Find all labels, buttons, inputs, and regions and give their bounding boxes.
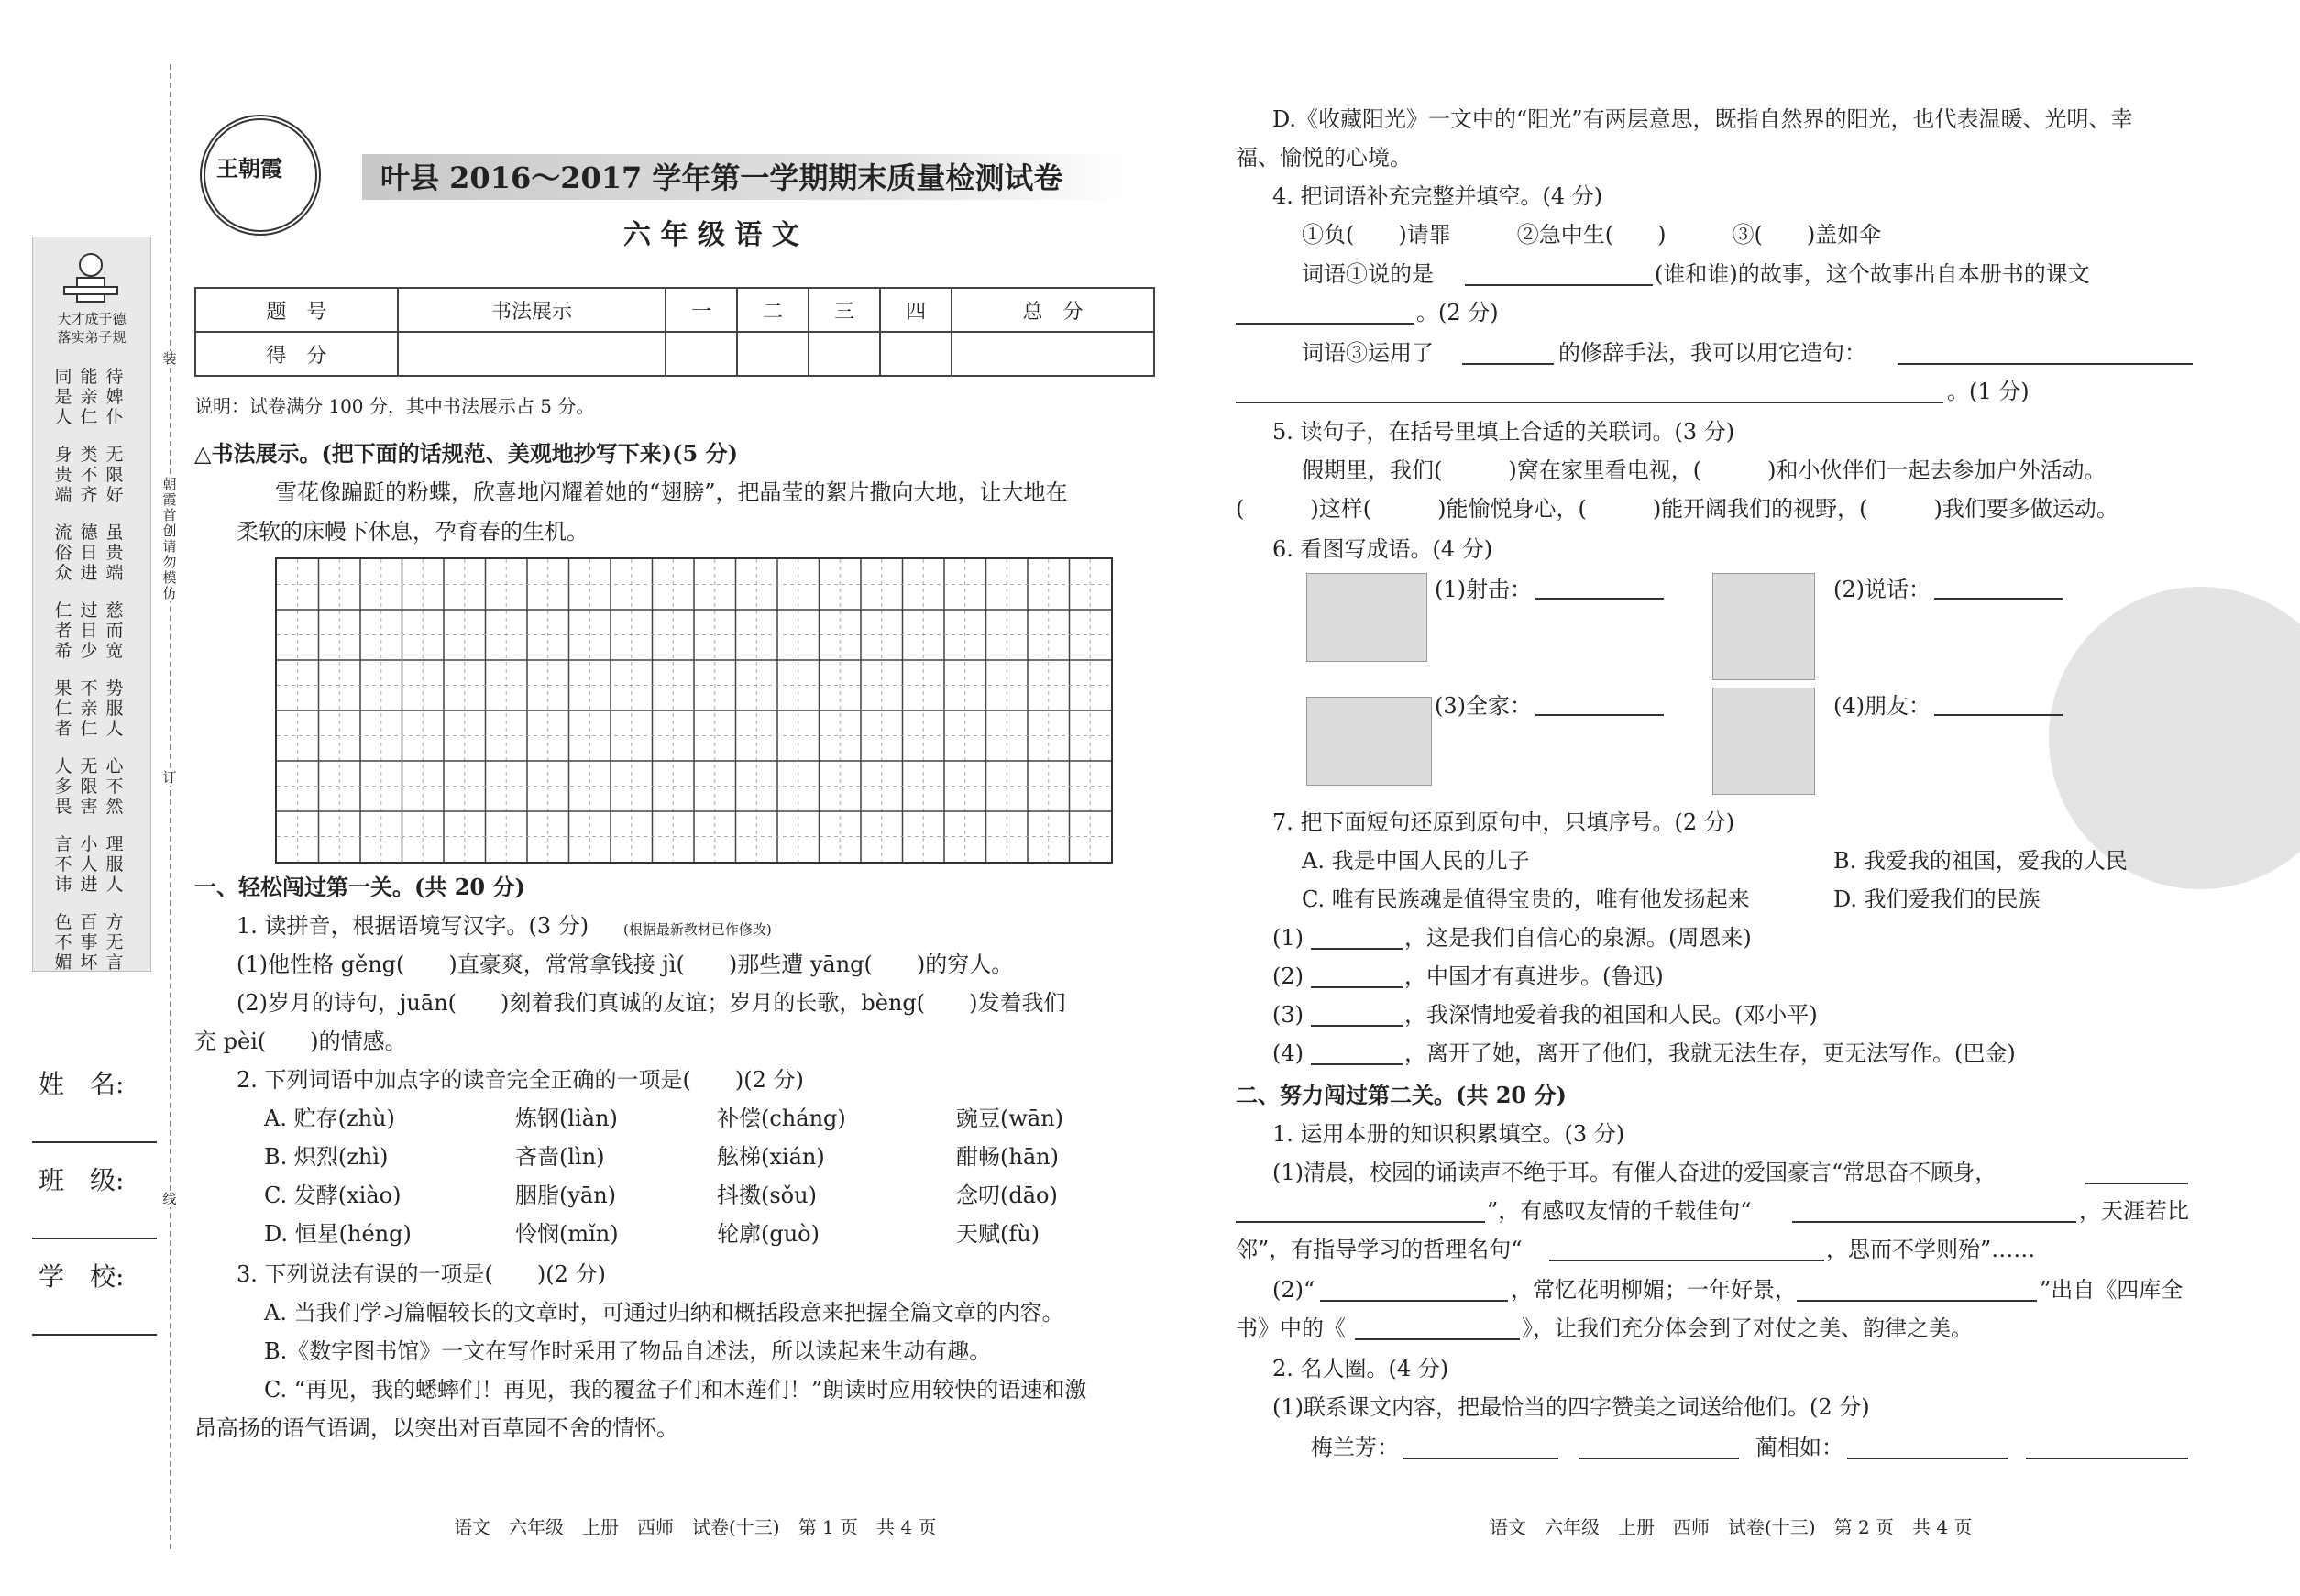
strip-text-col: 身贵端 bbox=[54, 445, 72, 505]
strip-text-col: 无限害 bbox=[80, 756, 98, 817]
q7-option-b: B. 我爱我的祖国，爱我的人民 bbox=[1833, 848, 2128, 874]
q2-option: 炼钢(liàn) bbox=[515, 1106, 618, 1131]
q2-option: 怜悯(mǐn) bbox=[515, 1221, 619, 1247]
q7-blank[interactable] bbox=[1311, 1025, 1403, 1027]
s2-b4: 书》中的《 bbox=[1236, 1315, 1346, 1341]
q4-title: 4. 把词语补充完整并填空。(4 分) bbox=[1272, 183, 1603, 209]
q7-blank[interactable] bbox=[1311, 948, 1403, 950]
strip-text-col: 势服人 bbox=[105, 678, 124, 739]
q7-option-c: C. 唯有民族魂是值得宝贵的，唯有他发扬起来 bbox=[1302, 886, 1750, 912]
score-table bbox=[194, 287, 1155, 377]
q2-option: 天赋(fù) bbox=[956, 1221, 1040, 1247]
q1-a: (1)他性格 gěng( )直豪爽，常常拿钱接 jì( )那些遭 yāng( )的穷人。 bbox=[237, 952, 1014, 977]
s2-blank-1b[interactable] bbox=[1236, 1221, 1485, 1223]
q4-blank-4[interactable] bbox=[1898, 363, 2193, 365]
exam-subject: 六 年 级 语 文 bbox=[623, 219, 799, 251]
note: 说明：试卷满分 100 分，其中书法展示占 5 分。 bbox=[194, 395, 595, 417]
s2-q2-title: 2. 名人圈。(4 分) bbox=[1272, 1356, 1449, 1381]
q7-title: 7. 把下面短句还原到原句中，只填序号。(2 分) bbox=[1272, 809, 1735, 835]
strip-text-col: 心不然 bbox=[105, 756, 124, 817]
motto-1: 大才成于德 bbox=[57, 311, 127, 327]
strip-text-col: 百事坏 bbox=[80, 912, 98, 973]
q6-item-1: (1)射击： bbox=[1435, 577, 1532, 602]
friends-picture bbox=[1712, 688, 1815, 795]
score-cell: 书法展示 bbox=[398, 288, 666, 332]
q6-blank-2[interactable] bbox=[1934, 598, 2063, 600]
q4-c2: 的修辞手法，我可以用它造句： bbox=[1558, 340, 1866, 366]
motto-2: 落实弟子规 bbox=[57, 329, 127, 346]
strip-text-col: 理服人 bbox=[105, 834, 124, 895]
writing-grid-lines bbox=[277, 559, 1111, 862]
strip-text-col: 人多畏 bbox=[54, 756, 72, 817]
strip-text-col: 仁者希 bbox=[54, 600, 72, 661]
s2-b1: (2)“ bbox=[1272, 1277, 1315, 1303]
q7-number: (2) bbox=[1272, 963, 1304, 989]
mei-lanfang-label: 梅兰芳： bbox=[1311, 1435, 1399, 1460]
q1-title: 1. 读拼音，根据语境写汉字。(3 分) bbox=[237, 913, 589, 939]
score-input[interactable] bbox=[398, 332, 666, 376]
score-input[interactable] bbox=[737, 332, 809, 376]
s2-blank-4[interactable] bbox=[1320, 1300, 1508, 1302]
s2-b3: ”出自《四库全 bbox=[2040, 1277, 2184, 1303]
strip-text-col: 德日进 bbox=[80, 523, 98, 583]
q3-c1: C. “再见，我的蟋蟀们！再见，我的覆盆子们和木莲们！”朗读时应用较快的语速和激 bbox=[264, 1377, 1087, 1403]
exam-title: 叶县 2016～2017 学年第一学期期末质量检测试卷 bbox=[380, 160, 1063, 195]
strip-text-col: 同是人 bbox=[54, 367, 72, 427]
q5-a: 假期里，我们( )窝在家里看电视，( )和小伙伴们一起去参加户外活动。 bbox=[1302, 457, 2107, 483]
s2-a4: 邻”，有指导学习的哲理名句“ bbox=[1236, 1237, 1523, 1262]
q6-item-4: (4)朋友： bbox=[1833, 693, 1931, 719]
s2-blank-5[interactable] bbox=[1797, 1300, 2037, 1302]
q4-blank-1[interactable] bbox=[1465, 284, 1653, 286]
score-cell: 总 分 bbox=[952, 288, 1154, 332]
q7-blank[interactable] bbox=[1311, 986, 1403, 988]
q2-option: 补偿(cháng) bbox=[717, 1106, 846, 1131]
s2-q2-a: (1)联系课文内容，把最恰当的四字赞美之词送给他们。(2 分) bbox=[1272, 1394, 1870, 1420]
q7-number: (3) bbox=[1272, 1002, 1304, 1028]
q7-option-a: A. 我是中国人民的儿子 bbox=[1302, 848, 1530, 874]
footer-right: 语文 六年级 上册 西师 试卷(十三) 第 2 页 共 4 页 bbox=[1490, 1516, 1973, 1538]
strip-text-col: 言不讳 bbox=[54, 834, 72, 895]
q7-sentence: ，离开了她，离开了他们，我就无法生存，更无法写作。(巴金) bbox=[1404, 1040, 2016, 1066]
s2-a2: ”，有感叹友情的千载佳句“ bbox=[1487, 1198, 1752, 1224]
q7-sentence: ，我深情地爱着我的祖国和人民。(邓小平) bbox=[1404, 1002, 1818, 1028]
school-field[interactable] bbox=[32, 1334, 157, 1336]
q6-blank-3[interactable] bbox=[1535, 714, 1664, 716]
q7-blank[interactable] bbox=[1311, 1063, 1403, 1065]
strip-text-col: 色不媚 bbox=[54, 912, 72, 973]
q4-blank-5[interactable] bbox=[1236, 402, 1943, 403]
q2-option: 舷梯(xián) bbox=[717, 1144, 825, 1170]
q5-b: ( )这样( )能愉悦身心，( )能开阔我们的视野，( )我们要多做运动。 bbox=[1236, 496, 2118, 522]
q6-blank-4[interactable] bbox=[1934, 714, 2063, 716]
q4-blank-3[interactable] bbox=[1462, 363, 1554, 365]
calligraphy-line-2: 柔软的床幔下休息，孕育春的生机。 bbox=[237, 519, 589, 545]
strip-text-col: 无限好 bbox=[105, 445, 124, 505]
writing-grid[interactable] bbox=[275, 557, 1113, 864]
q3-b: B.《数字图书馆》一文在写作时采用了物品自述法，所以读起来生动有趣。 bbox=[264, 1338, 992, 1364]
s2-blank-2[interactable] bbox=[1792, 1221, 2076, 1223]
q4-c1: 词语③运用了 bbox=[1302, 340, 1434, 366]
speaking-picture bbox=[1712, 573, 1815, 680]
score-input[interactable] bbox=[666, 332, 737, 376]
s2-blank-3[interactable] bbox=[1549, 1260, 1824, 1261]
brand-logo bbox=[200, 115, 321, 236]
score-value-row bbox=[195, 332, 1154, 376]
strip-text-col: 过日少 bbox=[80, 600, 98, 661]
q6-item-3: (3)全家： bbox=[1435, 693, 1532, 719]
q2-option: 胭脂(yān) bbox=[515, 1183, 617, 1208]
lin-blank-1[interactable] bbox=[1847, 1458, 2008, 1459]
binding-line bbox=[170, 64, 171, 1549]
q7-sentence: ，这是我们自信心的泉源。(周恩来) bbox=[1404, 925, 1752, 951]
score-label: 得 分 bbox=[195, 332, 398, 376]
s2-b5: 》，让我们充分体会到了对仗之美、韵律之美。 bbox=[1522, 1315, 1973, 1341]
q6-item-2: (2)说话： bbox=[1833, 577, 1931, 602]
q4-b2: (谁和谁)的故事，这个故事出自本册书的课文 bbox=[1655, 261, 2090, 287]
score-cell: 三 bbox=[809, 288, 880, 332]
q5-title: 5. 读句子，在括号里填上合适的关联词。(3 分) bbox=[1272, 419, 1735, 445]
side-label-zhuang: 装 bbox=[160, 351, 180, 367]
calligraphy-heading: △书法展示。(把下面的话规范、美观地抄写下来)(5 分) bbox=[194, 440, 738, 467]
q6-title: 6. 看图写成语。(4 分) bbox=[1272, 536, 1493, 562]
q3-a: A. 当我们学习篇幅较长的文章时，可通过归纳和概括段意来把握全篇文章的内容。 bbox=[264, 1300, 1064, 1326]
strip-text-col: 慈而宽 bbox=[105, 600, 124, 661]
q2-option: B. 炽烈(zhì) bbox=[264, 1144, 389, 1170]
name-label: 姓 名: bbox=[39, 1069, 125, 1099]
r-d2: 福、愉悦的心境。 bbox=[1236, 145, 1412, 171]
strip-text-col: 类不齐 bbox=[80, 445, 98, 505]
side-label-ding: 订 bbox=[160, 770, 180, 786]
strip-text-col: 方无言 bbox=[105, 912, 124, 973]
q7-number: (1) bbox=[1272, 925, 1304, 951]
logo-text: 王朝霞 bbox=[216, 155, 282, 182]
q4-c3: 。(1 分) bbox=[1947, 379, 2030, 404]
q4-blank-2[interactable] bbox=[1236, 323, 1414, 325]
q2-option: C. 发酵(xiào) bbox=[264, 1183, 402, 1208]
footer-left: 语文 六年级 上册 西师 试卷(十三) 第 1 页 共 4 页 bbox=[454, 1516, 937, 1538]
shooting-picture bbox=[1306, 573, 1427, 662]
q1-b: (2)岁月的诗句，juān( )刻着我们真诚的友谊；岁月的长歌，bèng( )发着我们 bbox=[237, 990, 1066, 1016]
strip-text-col: 虽贵端 bbox=[105, 523, 124, 583]
q2-option: 豌豆(wān) bbox=[956, 1106, 1064, 1131]
class-label: 班 级: bbox=[39, 1165, 125, 1195]
mei-blank-2[interactable] bbox=[1579, 1458, 1739, 1459]
s2-a3: ，天涯若比 bbox=[2079, 1198, 2189, 1224]
q7-number: (4) bbox=[1272, 1040, 1304, 1066]
score-cell: 二 bbox=[737, 288, 809, 332]
calligraphy-line-1: 雪花像蹁跹的粉蝶，欣喜地闪耀着她的“翅膀”，把晶莹的絮片撒向大地，让大地在 bbox=[275, 479, 1068, 505]
q2-option: 轮廓(guò) bbox=[717, 1221, 820, 1247]
score-input[interactable] bbox=[809, 332, 880, 376]
q7-sentence: ，中国才有真进步。(鲁迅) bbox=[1404, 963, 1664, 989]
side-label-xian: 线 bbox=[160, 1192, 180, 1207]
q4-b1: 词语①说的是 bbox=[1302, 261, 1434, 287]
q4-b3: 。(2 分) bbox=[1416, 300, 1499, 325]
strip-text-col: 不亲仁 bbox=[80, 678, 98, 739]
q7-option-d: D. 我们爱我们的民族 bbox=[1833, 886, 2041, 912]
q2-option: 吝啬(lìn) bbox=[515, 1144, 605, 1170]
class-field[interactable] bbox=[32, 1238, 157, 1239]
s2-b2: ，常忆花明柳媚；一年好景， bbox=[1511, 1277, 1797, 1303]
score-header-row bbox=[195, 288, 1154, 332]
q2-option: 抖擞(sǒu) bbox=[717, 1183, 817, 1208]
s2-a5: ，思而不学则殆”…… bbox=[1826, 1237, 2036, 1262]
family-picture bbox=[1306, 697, 1432, 786]
q2-option: 酣畅(hān) bbox=[956, 1144, 1059, 1170]
q6-blank-1[interactable] bbox=[1535, 598, 1664, 600]
strip-text-col: 流俗众 bbox=[54, 523, 72, 583]
s2-blank-1[interactable] bbox=[2085, 1183, 2188, 1184]
school-label: 学 校: bbox=[39, 1261, 125, 1292]
watermark-seal bbox=[2049, 587, 2300, 889]
score-cell: 一 bbox=[666, 288, 737, 332]
q2-option: D. 恒星(héng) bbox=[264, 1221, 412, 1247]
mei-blank-1[interactable] bbox=[1403, 1458, 1558, 1459]
lin-blank-2[interactable] bbox=[2026, 1458, 2188, 1459]
q1-note: (根据最新教材已作修改) bbox=[623, 921, 772, 938]
s2-blank-6[interactable] bbox=[1355, 1338, 1520, 1340]
score-cell: 四 bbox=[880, 288, 952, 332]
strip-text-col: 待婢仆 bbox=[105, 367, 124, 427]
name-field[interactable] bbox=[32, 1141, 157, 1143]
score-cell: 题 号 bbox=[195, 288, 398, 332]
r-d1: D.《收藏阳光》一文中的“阳光”有两层意思，既指自然界的阳光，也代表温暖、光明、幸 bbox=[1272, 106, 2133, 132]
s2-a1: (1)清晨，校园的诵读声不绝于耳。有催人奋进的爱国豪言“常思奋不顾身， bbox=[1272, 1160, 1997, 1185]
score-input[interactable] bbox=[952, 332, 1154, 376]
scholar-illustration bbox=[61, 247, 121, 305]
q1-c: 充 pèi( )的情感。 bbox=[194, 1029, 407, 1054]
q2-option: A. 贮存(zhù) bbox=[264, 1106, 395, 1131]
strip-text-col: 能亲仁 bbox=[80, 367, 98, 427]
side-label-brand: 朝霞首创 请勿模仿 bbox=[160, 477, 180, 601]
strip-text-col: 小人进 bbox=[80, 834, 98, 895]
lin-xiangru-label: 蔺相如： bbox=[1755, 1435, 1843, 1460]
q3-title: 3. 下列说法有误的一项是( )(2 分) bbox=[237, 1261, 606, 1287]
q4-a: ①负( )请罪 ②急中生( ) ③( )盖如伞 bbox=[1302, 222, 1882, 248]
section-2-heading: 二、努力闯过第二关。(共 20 分) bbox=[1236, 1082, 1567, 1108]
q2-title: 2. 下列词语中加点字的读音完全正确的一项是( )(2 分) bbox=[237, 1067, 804, 1093]
q2-option: 念叨(dāo) bbox=[956, 1183, 1058, 1208]
section-1-heading: 一、轻松闯过第一关。(共 20 分) bbox=[194, 874, 525, 900]
score-input[interactable] bbox=[880, 332, 952, 376]
q3-c2: 昂高扬的语气语调，以突出对百草园不舍的情怀。 bbox=[194, 1415, 678, 1441]
strip-text-col: 果仁者 bbox=[54, 678, 72, 739]
s2-q1-title: 1. 运用本册的知识积累填空。(3 分) bbox=[1272, 1121, 1625, 1147]
